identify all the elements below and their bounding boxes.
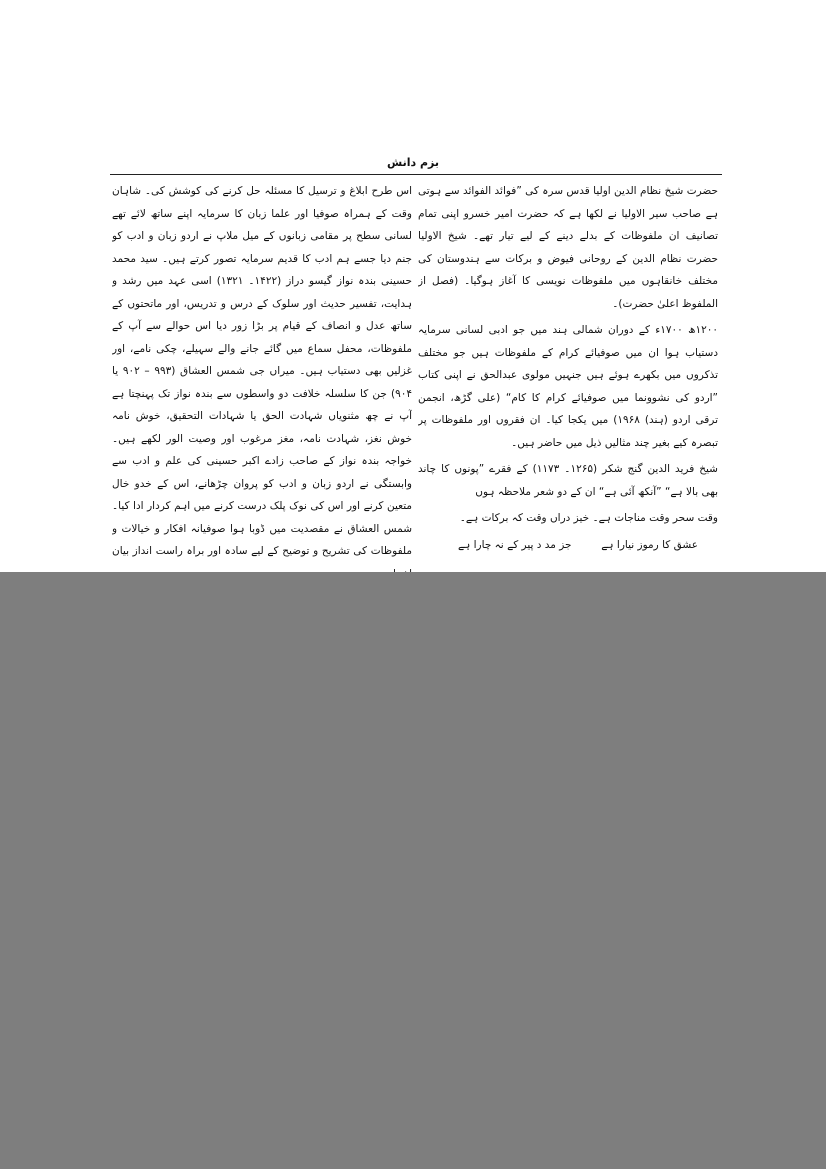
verse-couplet: [418, 534, 718, 557]
verse-block: [418, 534, 718, 557]
paragraph: وقت سحر وقت مناجات ہے۔ خیز دراں وقت کہ برکات ہے۔: [459, 512, 718, 524]
left-column: [112, 180, 412, 580]
right-column: [418, 180, 718, 572]
header-divider: [110, 174, 722, 175]
redaction-overlay: [0, 572, 826, 1169]
paragraph: حضرت شیخ نظام الدین اولیا قدس سرہ کی ”فوائد الفوائد سے ہوتی ہے صاحب سیر الاولیا نے لکھا ہے کہ حضرت امیر خسرو اپنی تمام تصانیف ان ملفوظات کے بدلے دینے کے لیے تیار تھے۔ شیخ الاولیا حضرت نظام الدین کے روحانی فیوض و برکات سے ہندوستان کی مختلف خانقاہوں میں ملفوظات نویسی کا آغاز ہوگیا۔ (فصل از الملفوظ اعلیٰ حضرت)۔: [418, 185, 718, 310]
paragraph: شیخ فرید الدین گنج شکر (۱۲۶۵۔ ۱۱۷۳) کے فقرے ”پونوں کا چاند بھی بالا ہے“ ”آنکھ آئی ہے“ ان کے دو شعر ملاحظہ ہوں: [418, 463, 718, 498]
verse-line: عشق کا رموز نیارا ہے: [601, 538, 698, 551]
paragraph: اس طرح ابلاغ و ترسیل کا مسئلہ حل کرنے کی کوشش کی۔ شاہان وقت کے ہمراہ صوفیا اور علما زبان کا سرمایہ اپنے ساتھ لائے تھے لسانی سطح پر مقامی زبانوں کے میل ملاپ نے اردو زبان و ادب کو جنم دیا جسے ہم ادب کا قدیم سرمایہ تصور کرتے ہیں۔ سید محمد حسینی بندہ نواز گیسو دراز (۱۴۲۲۔ ۱۳۲۱) اسی عہد میں رشد و ہدایت، تفسیر حدیث اور سلوک کے درس و تدریس، اور ماتحتوں کے ساتھ عدل و انصاف کے قیام پر بڑا زور دیا اس حوالے سے آپ کے ملفوظات، محفل سماع میں گائے جانے والے سہیلے، چکی نامے، اور غزلیں بھی دستیاب ہیں۔ میراں جی شمس العشاق (۹۹۳ – ۹۰۲ یا ۹۰۴) جن کا سلسلہ خلافت دو واسطوں سے بندہ نواز تک پہنچتا ہے آپ نے چھ مثنویاں شہادت الحق یا شہادات التحقیق، خوش نامہ خوش نغز، شہادت نامہ، مغز مرغوب اور وصیت الور لکھے ہیں۔ خواجہ بندہ نواز کے صاحب زادے اکبر حسینی کی علم و ادب سے وابستگی نے اردو زبان و ادب کو پروان چڑھانے، اس کے خدو خال متعین کرنے اور اس کی نوک پلک درست کرنے میں اہم کردار ادا کیا۔ شمس العشاق نے مقصدیت میں ڈوبا ہوا صوفیانہ افکار و خیالات و ملفوظات کی تشریح و توضیح کے لیے سادہ اور براہ راست انداز بیان: [112, 185, 412, 557]
running-header-title: بزم دانش: [387, 156, 439, 169]
paragraph: ۱۲۰۰ھ ۱۷۰۰ء کے دوران شمالی ہند میں جو ادبی لسانی سرمایہ دستیاب ہوا ان میں صوفیائے کرام کے ملفوظات ہیں جو مختلف تذکروں میں بکھرے ہوئے ہیں جنہیں مولوی عبدالحق نے اپنی کتاب ”اردو کی نشوونما میں صوفیائے کرام کا کام“ (علی گڑھ، انجمن ترقی اردو (ہند) ۱۹۶۸) میں یکجا کیا۔ ان فقروں اور ملفوظات پر تبصرہ کیے بغیر چند مثالیں ذیل میں حاضر ہیں۔: [418, 324, 718, 449]
verse-line: جز مد د پیر کے نہ چارا ہے: [458, 538, 572, 551]
